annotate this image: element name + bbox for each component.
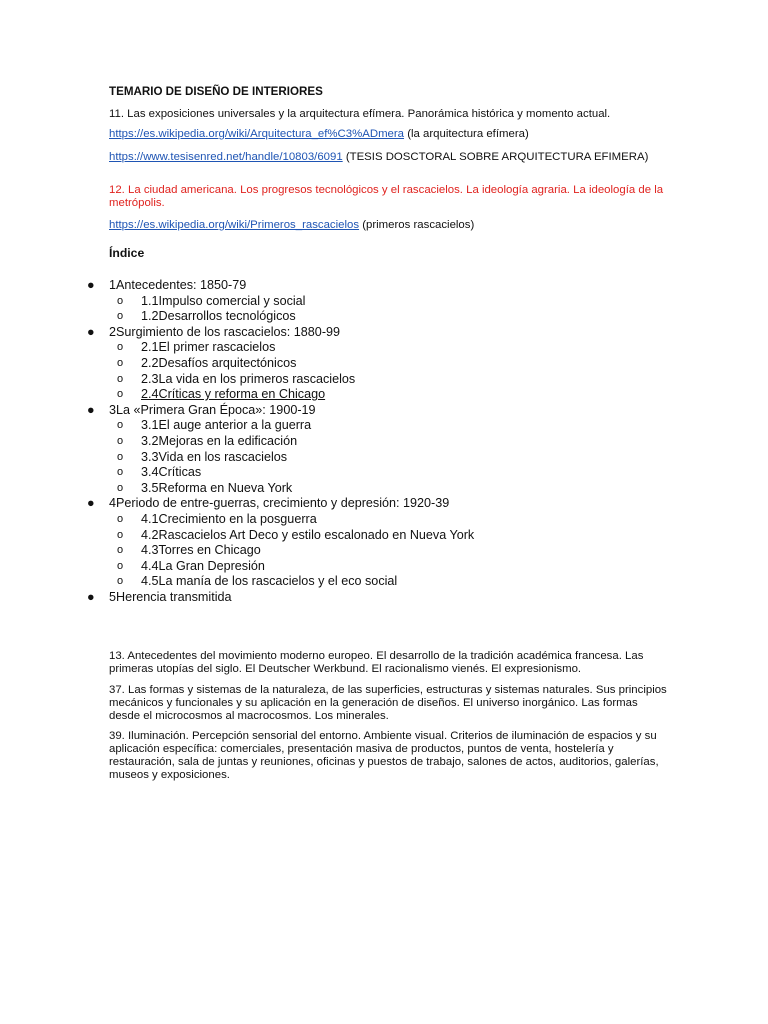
- sub-bullet-icon: o: [117, 356, 124, 369]
- link-1-note: (la arquitectura efímera): [404, 128, 529, 140]
- toc-subitem-label[interactable]: 2.2Desafíos arquitectónicos: [141, 355, 297, 370]
- toc-subitem: [0, 574, 768, 590]
- sub-bullet-icon: o: [117, 419, 124, 432]
- toc-subitem-label[interactable]: 3.5Reforma en Nueva York: [141, 480, 293, 495]
- sub-bullet-icon: o: [117, 434, 124, 447]
- topic-37-paragraph: 37. Las formas y sistemas de la naturaleza, de las superficies, estructuras y sistemas naturales. Sus principios mecánicos y funcionales y su aplicación en la generación de diseños. El universo inorgánico. Las formas desde el microcosmos al macrocosmos. Los minerales.: [109, 684, 667, 722]
- toc-item-label[interactable]: 3La «Primera Gran Época»: 1900-19: [109, 402, 316, 417]
- toc-subitem-label[interactable]: 4.5La manía de los rascacielos y el eco social: [141, 574, 398, 589]
- toc-subitem-label[interactable]: 1.1Impulso comercial y social: [141, 293, 306, 308]
- bullet-icon: ●: [87, 402, 95, 417]
- toc-subitem-label[interactable]: 4.3Torres en Chicago: [141, 543, 261, 558]
- toc-subitem-label[interactable]: 3.3Vida en los rascacielos: [141, 449, 288, 464]
- topic-12-paragraph: 12. La ciudad americana. Los progresos tecnológicos y el rascacielos. La ideología agraria. La ideología de la metrópolis.: [109, 184, 664, 209]
- toc-subitem-label[interactable]: 2.4Críticas y reforma en Chicago: [141, 387, 326, 402]
- wikipedia-primeros-rascacielos-link[interactable]: https://es.wikipedia.org/wiki/Primeros_rascacielos: [109, 219, 360, 231]
- toc-subitem-label[interactable]: 1.2Desarrollos tecnológicos: [141, 309, 296, 324]
- toc-subitem: [0, 528, 768, 544]
- topic-13-paragraph: 13. Antecedentes del movimiento moderno europeo. El desarrollo de la tradición académica francesa. Las primeras utopías del siglo. El Deutscher Werkbund. El racionalismo vienés. El expresionismo.: [109, 650, 644, 675]
- toc-subitem-label[interactable]: 3.1El auge anterior a la guerra: [141, 418, 312, 433]
- bullet-icon: ●: [87, 278, 95, 292]
- sub-bullet-icon: o: [117, 466, 124, 479]
- bullet-icon: ●: [87, 496, 95, 511]
- wikipedia-arquitectura-efimera-link[interactable]: https://es.wikipedia.org/wiki/Arquitectura_ef%C3%ADmera: [109, 128, 405, 140]
- toc-subitem-label[interactable]: 2.3La vida en los primeros rascacielos: [141, 371, 356, 386]
- sub-bullet-icon: o: [117, 450, 124, 463]
- toc-subitem-label[interactable]: 4.4La Gran Depresión: [141, 558, 265, 573]
- toc-item-label[interactable]: 1Antecedentes: 1850-79: [109, 278, 247, 292]
- toc-item: [0, 403, 768, 419]
- toc-subitem-label[interactable]: 3.4Críticas: [141, 465, 202, 480]
- toc-subitem: [0, 512, 768, 528]
- sub-bullet-icon: o: [117, 372, 124, 385]
- toc-subitem: [0, 450, 768, 466]
- toc-item: [0, 325, 768, 341]
- sub-bullet-icon: o: [117, 341, 124, 354]
- sub-bullet-icon: o: [117, 294, 124, 307]
- toc-subitem: [0, 309, 768, 325]
- toc-subitem: [0, 559, 768, 575]
- toc-subitem: [0, 340, 768, 356]
- toc-subitem-label[interactable]: 3.2Mejoras en la edificación: [141, 433, 298, 448]
- bullet-icon: ●: [87, 324, 95, 339]
- link-line-2: [109, 151, 669, 164]
- link-line-1: [109, 128, 669, 141]
- toc-subitem: [0, 481, 768, 497]
- document-title: TEMARIO DE DISEÑO DE INTERIORES: [109, 85, 323, 98]
- sub-bullet-icon: o: [117, 528, 124, 541]
- toc-item-label[interactable]: 5Herencia transmitida: [109, 589, 232, 604]
- topic-11-paragraph: 11. Las exposiciones universales y la arquitectura efímera. Panorámica histórica y momento actual.: [109, 108, 611, 120]
- toc-item-label[interactable]: 4Periodo de entre-guerras, crecimiento y depresión: 1920-39: [109, 496, 450, 511]
- toc-subitem-label[interactable]: 4.1Crecimiento en la posguerra: [141, 511, 317, 526]
- toc-subitem-label[interactable]: 2.1El primer rascacielos: [141, 340, 276, 355]
- toc-subitem: [0, 434, 768, 450]
- sub-bullet-icon: o: [117, 481, 124, 494]
- sub-bullet-icon: o: [117, 512, 124, 525]
- bullet-icon: ●: [87, 589, 95, 604]
- toc-subitem: [0, 294, 768, 310]
- link-line-3: [109, 219, 669, 232]
- toc-subitem: [0, 356, 768, 372]
- sub-bullet-icon: o: [117, 559, 124, 572]
- sub-bullet-icon: o: [117, 575, 124, 588]
- sub-bullet-icon: o: [117, 310, 124, 323]
- table-of-contents: [0, 278, 768, 605]
- tesisenred-link[interactable]: https://www.tesisenred.net/handle/10803/6091: [109, 151, 343, 163]
- toc-item: [0, 590, 768, 606]
- toc-item: [0, 278, 768, 294]
- toc-subitem-label[interactable]: 4.2Rascacielos Art Deco y estilo escalonado en Nueva York: [141, 527, 475, 542]
- link-3-note: (primeros rascacielos): [359, 219, 475, 231]
- link-2-note: (TESIS DOSCTORAL SOBRE ARQUITECTURA EFIMERA): [342, 151, 649, 163]
- toc-item: [0, 496, 768, 512]
- index-heading: Índice: [109, 246, 145, 260]
- topic-39-paragraph: 39. Iluminación. Percepción sensorial del entorno. Ambiente visual. Criterios de iluminación de espacios y su aplicación específica: comerciales, presentación masiva de productos, puntos de venta, hostelería y restauración, sala de juntas y reuniones, oficinas y puestos de trabajo, salones de actos, auditorios, galerías, museos y exposiciones.: [109, 730, 659, 781]
- toc-subitem: [0, 543, 768, 559]
- toc-subitem: [0, 387, 768, 403]
- toc-subitem: [0, 418, 768, 434]
- toc-item-label[interactable]: 2Surgimiento de los rascacielos: 1880-99: [109, 324, 341, 339]
- sub-bullet-icon: o: [117, 388, 124, 401]
- toc-subitem: [0, 465, 768, 481]
- sub-bullet-icon: o: [117, 544, 124, 557]
- toc-subitem: [0, 372, 768, 388]
